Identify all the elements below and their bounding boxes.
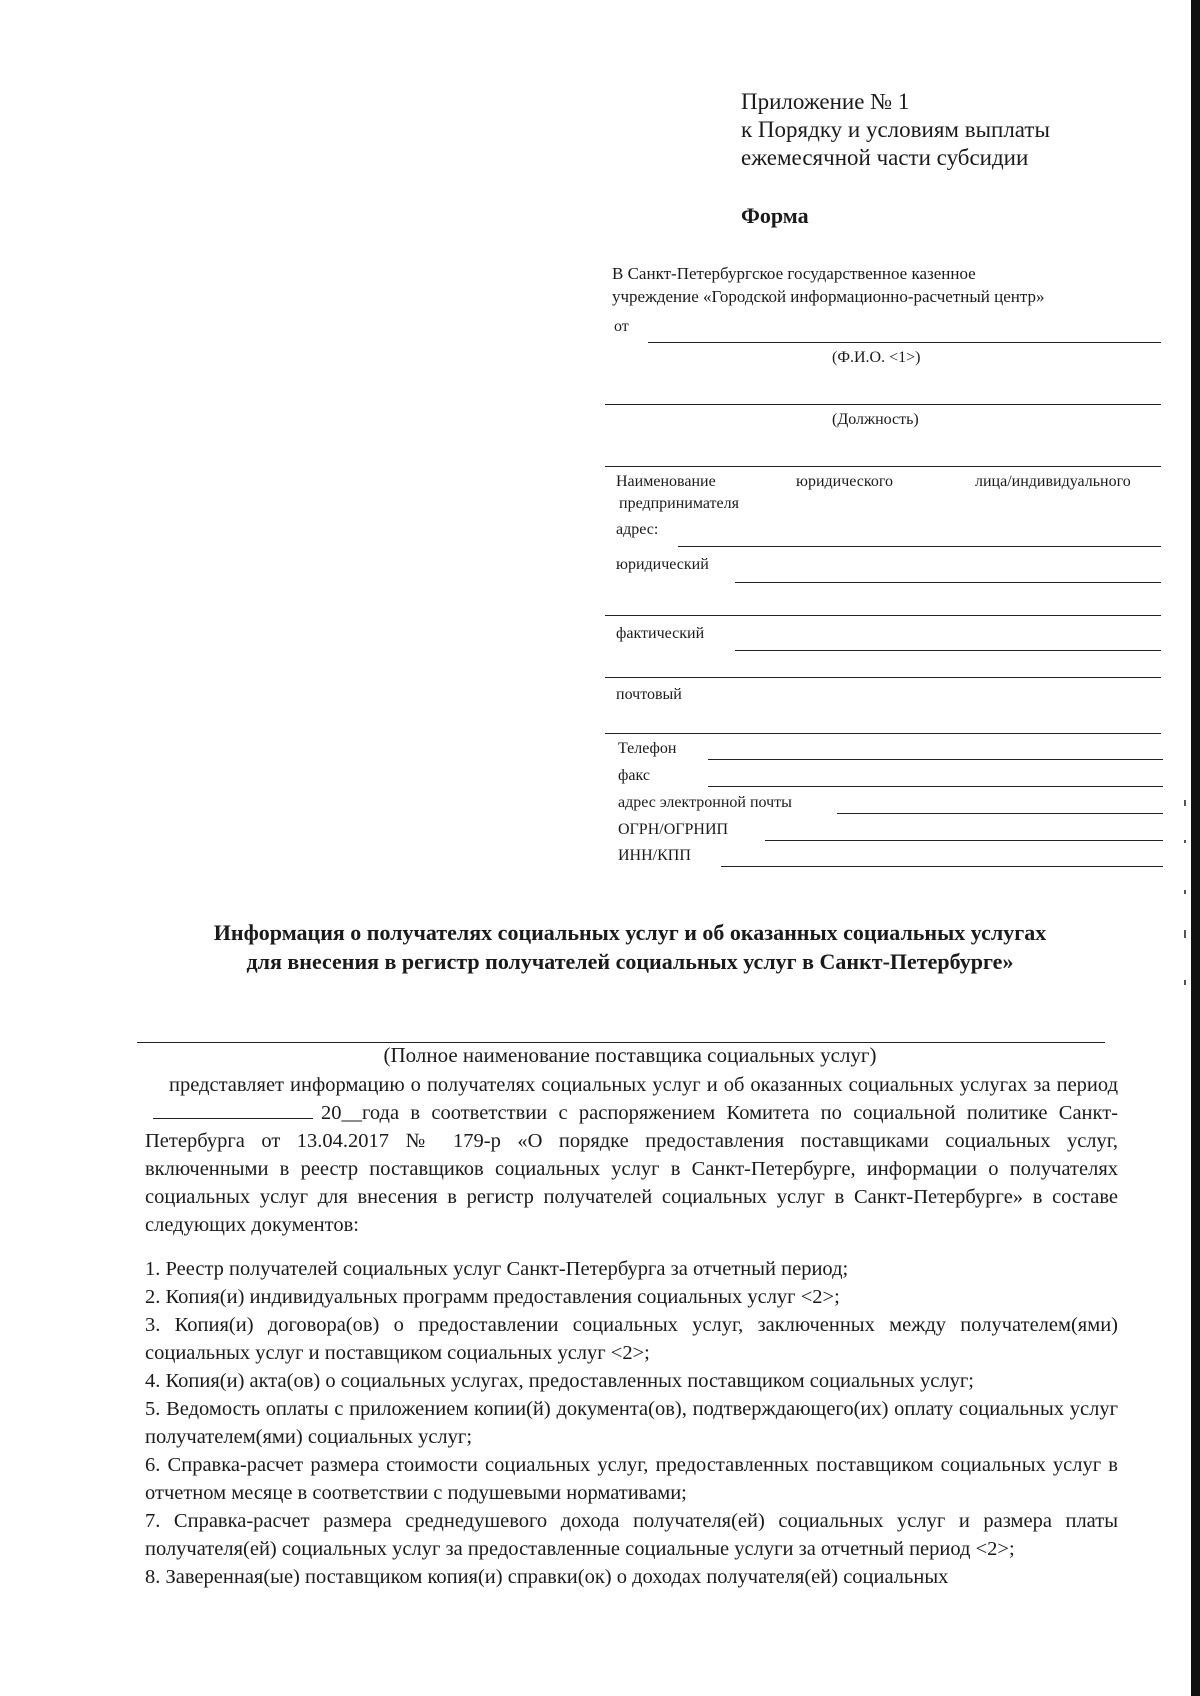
- scan-specks: [1182, 780, 1188, 1000]
- actual-address-field[interactable]: [735, 650, 1161, 651]
- documents-list: [145, 1255, 1118, 1591]
- provider-caption: (Полное наименование поставщика социальных услуг): [383, 1043, 877, 1067]
- list-item: 5. Ведомость оплаты с приложением копии(й) документа(ов), подтверждающего(их) оплату социальных услуг получателем(ями) социальных услуг;: [145, 1398, 1118, 1448]
- ogrn-label: ОГРН/ОГРНИП: [618, 821, 729, 838]
- period-field[interactable]: [153, 1100, 313, 1119]
- ogrn-field[interactable]: [765, 840, 1163, 841]
- position-field[interactable]: [605, 404, 1161, 405]
- inn-field[interactable]: [721, 866, 1163, 867]
- annex-number: Приложение № 1: [741, 89, 910, 114]
- list-item: 2. Копия(и) индивидуальных программ предоставления социальных услуг <2>;: [145, 1286, 840, 1308]
- list-item: 1. Реестр получателей социальных услуг Санкт-Петербурга за отчетный период;: [145, 1258, 849, 1280]
- email-field[interactable]: [837, 813, 1163, 814]
- document-title: Информация о получателях социальных услуг и об оказанных социальных услугах для внесения в регистр получателей социальных услуг в Санкт-Петербурге»: [213, 920, 1047, 974]
- fax-field[interactable]: [708, 786, 1163, 787]
- email-label: адрес электронной почты: [618, 794, 792, 811]
- address-label: адрес:: [616, 521, 659, 538]
- fio-field[interactable]: [648, 342, 1161, 343]
- addressee-recipient: В Санкт-Петербургское государственное казенное учреждение «Городской информационно-расчетный центр»: [612, 264, 1045, 306]
- list-item: 3. Копия(и) договора(ов) о предоставлении социальных услуг, заключенных между получателем(ями) социальных услуг и поставщиком социальных услуг <2>;: [145, 1314, 1118, 1364]
- from-label: от: [614, 318, 629, 335]
- org-name-label-w3: лица/индивидуального: [975, 473, 1131, 490]
- postal-address-label: почтовый: [616, 686, 682, 703]
- phone-label: Телефон: [618, 740, 677, 757]
- list-item: 6. Справка-расчет размера стоимости социальных услуг, предоставленных поставщиком социальных услуг в отчетном месяце в соответствии с подушевыми нормативами;: [145, 1454, 1118, 1504]
- legal-address-field[interactable]: [735, 582, 1161, 583]
- position-caption: (Должность): [832, 411, 919, 428]
- org-name-field[interactable]: [605, 466, 1161, 467]
- address-field[interactable]: [678, 546, 1161, 547]
- actual-address-field-2[interactable]: [605, 677, 1161, 678]
- actual-address-label: фактический: [616, 625, 705, 642]
- inn-label: ИНН/КПП: [618, 847, 691, 864]
- form-label: Форма: [741, 203, 809, 228]
- legal-address-label: юридический: [616, 556, 709, 573]
- annex-reference: к Порядку и условиям выплаты: [741, 117, 1050, 142]
- phone-field[interactable]: [708, 759, 1163, 760]
- scan-edge: [1191, 0, 1200, 1696]
- org-name-label-line2: предпринимателя: [619, 495, 739, 512]
- list-item: 7. Справка-расчет размера среднедушевого дохода получателя(ей) социальных услуг и размера платы получателя(ей) социальных услуг за предоставленные социальные услуги за отчетный период <2>;: [145, 1510, 1118, 1560]
- org-name-label-w2: юридического: [796, 473, 893, 490]
- fax-label: факс: [618, 767, 650, 784]
- postal-address-field[interactable]: [605, 733, 1161, 734]
- list-item: 8. Заверенная(ые) поставщиком копия(и) справки(ок) о доходах получателя(ей) социальных: [145, 1566, 949, 1588]
- list-item: 4. Копия(и) акта(ов) о социальных услугах, предоставленных поставщиком социальных услуг;: [145, 1370, 974, 1392]
- annex-reference-cont: ежемесячной части субсидии: [741, 145, 1029, 170]
- legal-address-field-2[interactable]: [605, 615, 1161, 616]
- body-paragraph: представляет информацию о получателях социальных услуг и об оказанных социальных услугах за период20__года в соответствии с распоряжением Комитета по социальной политике Санкт-Петербурга от 13.04.2017 № 179-р «О порядке предоставления поставщиками социальных услуг, включенными в реестр поставщиков социальных услуг в Санкт-Петербурге, информации о получателях социальных услуг для внесения в регистр получателей социальных услуг в Санкт-Петербурге» в составе следующих документов:: [145, 1074, 1118, 1236]
- annex-header: [741, 88, 1050, 172]
- fio-caption: (Ф.И.О. <1>): [832, 349, 921, 366]
- org-name-label-w1: Наименование: [616, 473, 716, 490]
